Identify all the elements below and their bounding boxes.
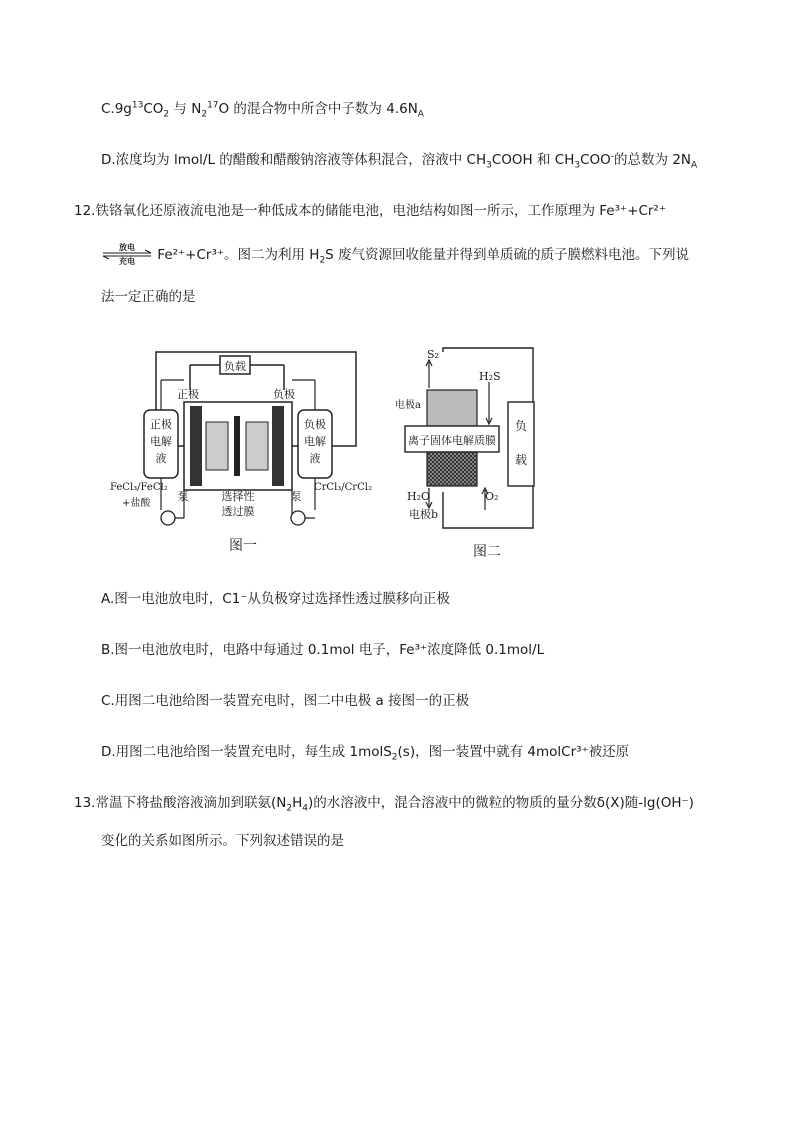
question-12-line3: 法一定正确的是 (101, 289, 196, 305)
electrolyte-label: 离子固体电解质膜 (408, 434, 496, 447)
text: C.9g (101, 101, 132, 117)
option-d-q12 (101, 743, 629, 761)
text: 2 (319, 255, 326, 266)
question-13-line1 (74, 794, 694, 812)
text: Fe²⁺+Cr³⁺。图二为利用 H (153, 247, 320, 263)
electrode-b-label: 电极b (409, 508, 439, 521)
text: 13.常温下将盐酸溶液滴加到联氨(N (74, 795, 287, 811)
membrane-label: 选择性 (221, 490, 255, 503)
question-12-line1: 12.铁铬氧化还原液流电池是一种低成本的储能电池，电池结构如图一所示，工作原理为 Fe³⁺+Cr²⁺ (74, 203, 666, 219)
negative-electrode-label: 负极 (273, 388, 295, 401)
h2s-label: H₂S (479, 370, 501, 383)
option-d-q11 (101, 151, 697, 169)
text: CO (143, 101, 164, 117)
flow-frame-right (246, 422, 268, 470)
text: A (417, 109, 424, 120)
positive-electrode-label: 正极 (177, 388, 199, 401)
pump-icon (161, 511, 175, 525)
negative-electrode (272, 406, 284, 486)
text: (s)，图一装置中就有 4molCr³⁺被还原 (397, 744, 630, 760)
text: 4 (302, 803, 308, 814)
figure-2-diagram (393, 342, 553, 560)
pump-icon (291, 511, 305, 525)
left-solution-label: +盐酸 (122, 498, 151, 509)
tank-label: 电解 (150, 435, 172, 448)
right-solution-label: CrCl₃/CrCl₂ (314, 482, 372, 493)
text: 2 (286, 803, 293, 814)
text: D.用图二电池给图一装置充电时，每生成 1molS (101, 744, 392, 760)
text: H (292, 795, 303, 811)
text: - (610, 151, 615, 162)
question-13-line2: 变化的关系如图所示。下列叙述错误的是 (101, 833, 344, 849)
load-box (508, 402, 534, 486)
text: D.浓度均为 lmol/L 的醋酸和醋酸钠溶液等体积混合，溶液中 CH (101, 152, 487, 168)
text: 2 (201, 109, 208, 120)
tank-label: 正极 (150, 418, 172, 431)
load-label: 负 (514, 419, 528, 433)
tank-label: 液 (309, 452, 321, 465)
o2-label: O₂ (485, 490, 499, 503)
text: )的水溶液中，混合溶液中的微粒的物质的量分数δ(X)随-lg(OH⁻) (307, 795, 694, 811)
electrode-b (427, 452, 477, 486)
text: 与 N (169, 101, 202, 117)
reversible-arrow (101, 243, 153, 266)
text: 13 (131, 100, 144, 111)
option-c-q11 (101, 100, 424, 118)
figure-2-caption: 图二 (473, 544, 501, 560)
text: A (691, 160, 698, 171)
load-label: 负载 (224, 360, 246, 373)
selective-membrane (234, 416, 240, 476)
option-b-q12: B.图一电池放电时，电路中每通过 0.1mol 电子，Fe³⁺浓度降低 0.1mol/L (101, 642, 545, 658)
tank-label: 负极 (304, 418, 326, 431)
text: 2 (391, 752, 398, 763)
tank-label: 电解 (304, 435, 326, 448)
tank-label: 液 (155, 452, 167, 465)
option-a-q12: A.图一电池放电时，C1⁻从负极穿过选择性透过膜移向正极 (101, 591, 450, 607)
text: 3 (574, 160, 581, 171)
h2o-label: H₂O (407, 490, 431, 503)
option-c-q12: C.用图二电池给图一装置充电时，图二中电极 a 接图一的正极 (101, 693, 470, 709)
load-label: 载 (514, 453, 528, 467)
electrode-a-label: 电极a (395, 400, 421, 411)
figure-1-diagram (108, 350, 378, 560)
membrane-label: 透过膜 (221, 505, 255, 518)
flow-frame-left (206, 422, 228, 470)
s2-label: S₂ (427, 348, 439, 361)
text: COOH 和 CH (491, 152, 575, 168)
text: O 的混合物中所含中子数为 4.6N (218, 101, 418, 117)
left-solution-label: FeCl₃/FeCl₂ (110, 482, 168, 493)
arrow-label-charge: 充电 (119, 257, 135, 266)
figure-1-caption: 图一 (229, 538, 257, 554)
question-12-line2 (101, 243, 690, 266)
electrode-a (427, 390, 477, 426)
text: 的总数为 2N (614, 152, 692, 168)
text: COO (580, 152, 611, 168)
arrow-label-discharge: 放电 (119, 243, 135, 252)
text: 3 (486, 160, 492, 171)
pump-label: 泵 (290, 490, 302, 503)
positive-electrode (190, 406, 202, 486)
text: 2 (163, 109, 170, 120)
pump-label: 泵 (177, 490, 189, 503)
text: S 废气资源回收能量并得到单质硫的质子膜燃料电池。下列说 (325, 247, 690, 263)
text: 17 (207, 100, 219, 111)
